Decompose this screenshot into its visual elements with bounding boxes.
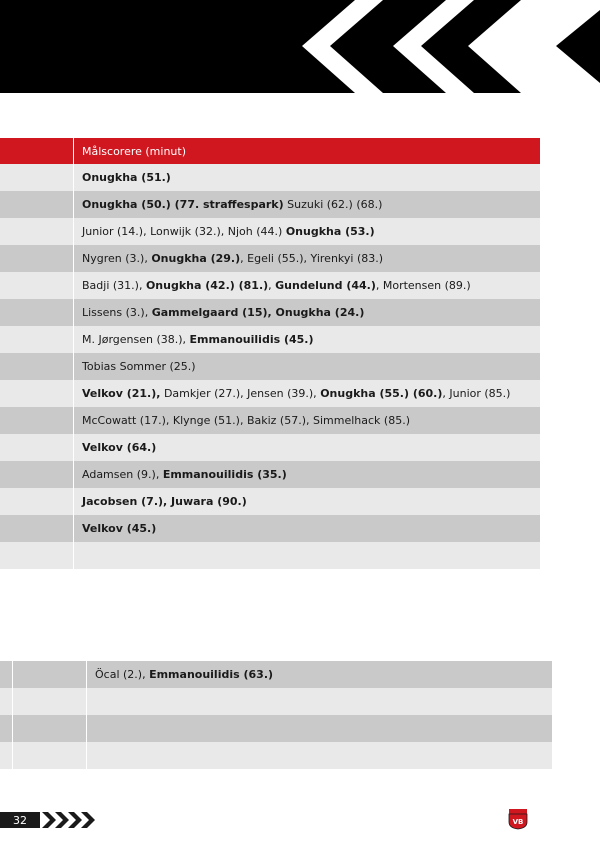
scorers-cell	[87, 742, 552, 769]
table-row	[0, 164, 540, 191]
scorers-cell	[74, 461, 540, 488]
table-row	[0, 380, 540, 407]
scorer-text-bold: Velkov (45.)	[82, 522, 157, 535]
row-empty-cell	[0, 326, 74, 353]
row-empty-cell	[13, 661, 87, 688]
scorer-text-bold: Onugkha (50.) (77. straffespark)	[82, 198, 284, 211]
scorers-cell	[87, 715, 552, 742]
second-table-body	[0, 661, 552, 769]
table-row	[0, 299, 540, 326]
table-row	[0, 326, 540, 353]
scorers-cell	[74, 488, 540, 515]
table-row	[0, 688, 552, 715]
scorer-text-bold: Velkov (64.)	[82, 441, 157, 454]
row-empty-cell	[0, 164, 74, 191]
row-empty-cell	[0, 353, 74, 380]
scorers-cell	[74, 218, 540, 245]
scorer-text: ,	[268, 279, 276, 292]
table-row	[0, 434, 540, 461]
row-empty-cell	[0, 191, 74, 218]
scorer-text: , Mortensen (89.)	[375, 279, 471, 292]
scorers-cell	[74, 515, 540, 542]
scorer-text-bold: Emmanouilidis (35.)	[162, 468, 287, 481]
row-empty-cell	[0, 715, 13, 742]
footer-arrows-icon	[42, 810, 98, 830]
row-empty-cell	[0, 488, 74, 515]
header-empty-cell	[0, 138, 74, 164]
goalscorers-table-body	[0, 164, 540, 569]
scorers-cell	[74, 353, 540, 380]
second-goalscorers-table	[0, 661, 552, 769]
row-empty-cell	[0, 218, 74, 245]
scorer-text-bold: Onugkha (29.)	[151, 252, 241, 265]
page-number: 32	[0, 812, 40, 828]
scorer-text-bold: Onugkha (42.) (81.)	[145, 279, 269, 292]
table-row	[0, 218, 540, 245]
scorers-cell	[74, 299, 540, 326]
row-empty-cell	[13, 688, 87, 715]
table-row	[0, 353, 540, 380]
scorer-text-bold: Onugkha (51.)	[82, 171, 171, 184]
scorer-text: Adamsen (9.),	[82, 468, 163, 481]
table-row	[0, 515, 540, 542]
scorers-cell	[74, 164, 540, 191]
scorers-cell	[74, 272, 540, 299]
scorer-text: Suzuki (62.) (68.)	[283, 198, 383, 211]
scorer-text: Damkjer (27.), Jensen (39.),	[160, 387, 321, 400]
scorer-text: Nygren (3.),	[82, 252, 152, 265]
scorer-text: Lissens (3.),	[82, 306, 152, 319]
row-empty-cell	[13, 742, 87, 769]
row-empty-cell	[0, 380, 74, 407]
svg-text:VB: VB	[512, 818, 524, 826]
row-empty-cell	[13, 715, 87, 742]
scorer-text-bold: Onugkha (55.) (60.)	[320, 387, 443, 400]
scorers-cell	[74, 407, 540, 434]
goalscorers-header: Målscorere (minut)	[82, 144, 187, 158]
scorers-cell	[74, 542, 540, 569]
row-empty-cell	[0, 299, 74, 326]
scorers-cell	[87, 661, 552, 688]
scorer-text-bold: Onugkha (53.)	[285, 225, 375, 238]
scorer-text-bold: Jacobsen (7.), Juwara (90.)	[82, 495, 247, 508]
scorer-text: M. Jørgensen (38.),	[82, 333, 190, 346]
table-row	[0, 461, 540, 488]
row-empty-cell	[0, 661, 13, 688]
row-empty-cell	[0, 272, 74, 299]
table-row	[0, 715, 552, 742]
table-row	[0, 661, 552, 688]
scorer-text: Badji (31.),	[82, 279, 146, 292]
scorers-cell	[74, 434, 540, 461]
row-empty-cell	[0, 407, 74, 434]
goalscorers-table	[0, 138, 540, 569]
table-row	[0, 272, 540, 299]
table-row	[0, 191, 540, 218]
table-row	[0, 407, 540, 434]
scorer-text: , Junior (85.)	[442, 387, 511, 400]
scorers-cell	[87, 688, 552, 715]
scorer-text: Junior (14.), Lonwijk (32.), Njoh (44.)	[82, 225, 286, 238]
scorer-text-bold: Velkov (21.),	[82, 387, 161, 400]
club-crest-logo	[507, 808, 529, 830]
row-empty-cell	[0, 515, 74, 542]
scorer-text-bold: Emmanouilidis (63.)	[149, 668, 274, 681]
scorers-cell	[74, 191, 540, 218]
row-empty-cell	[0, 461, 74, 488]
table-row	[0, 742, 552, 769]
table-row	[0, 245, 540, 272]
scorer-text: , Egeli (55.), Yirenkyi (83.)	[240, 252, 384, 265]
table-row	[0, 542, 540, 569]
scorer-text: McCowatt (17.), Klynge (51.), Bakiz (57.), Simmelhack (85.)	[82, 414, 410, 427]
scorer-text-bold: Emmanouilidis (45.)	[189, 333, 314, 346]
scorer-text: Tobias Sommer (25.)	[82, 360, 196, 373]
scorers-cell	[74, 380, 540, 407]
scorer-text-bold: Gundelund (44.)	[275, 279, 376, 292]
table-header-row	[0, 138, 540, 164]
row-empty-cell	[0, 245, 74, 272]
row-empty-cell	[0, 434, 74, 461]
scorer-text: Öcal (2.),	[95, 668, 150, 681]
row-empty-cell	[0, 542, 74, 569]
table-row	[0, 488, 540, 515]
scorer-text-bold: Gammelgaard (15), Onugkha (24.)	[151, 306, 365, 319]
row-empty-cell	[0, 688, 13, 715]
scorers-cell	[74, 245, 540, 272]
top-banner	[0, 0, 600, 93]
scorers-cell	[74, 326, 540, 353]
row-empty-cell	[0, 742, 13, 769]
